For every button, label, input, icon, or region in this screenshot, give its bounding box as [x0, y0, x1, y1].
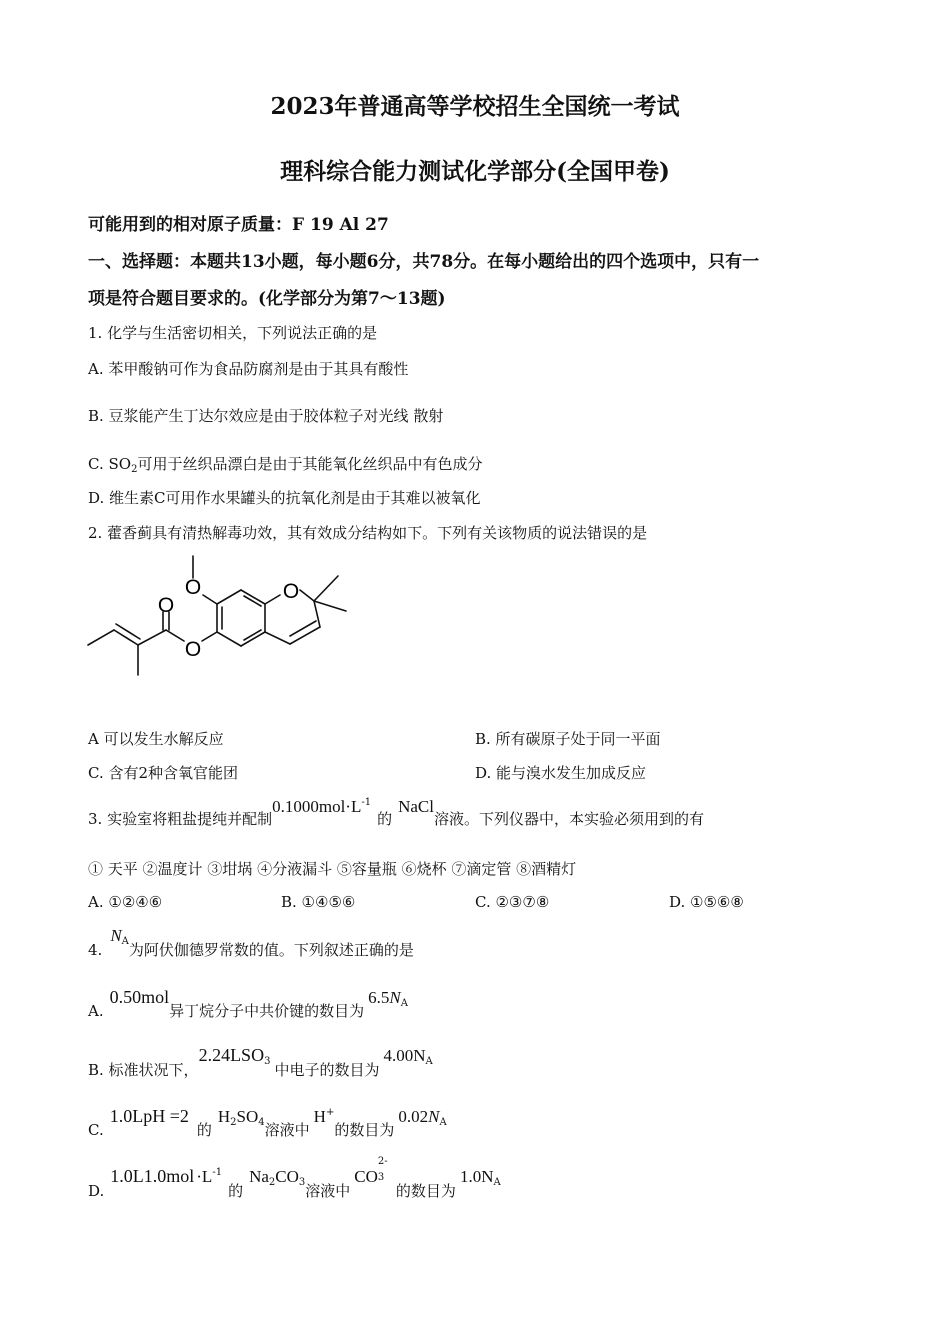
- q4-d-text1: 溶液中: [305, 1182, 351, 1200]
- q4-c-text1: 溶液中: [264, 1121, 310, 1139]
- q2-option-c: C. 含有2种含氧官能团: [88, 764, 239, 782]
- q4-b-amount-subscript: 3: [264, 1056, 271, 1067]
- q4-c-h2so4-h: H: [217, 1107, 231, 1126]
- q4-d-label: D.: [88, 1182, 105, 1200]
- q4-d-amount: 1.0L1.0mol: [110, 1166, 195, 1186]
- q4-c-h2so4-so: SO: [236, 1107, 259, 1126]
- q3-concentration-unit: ·L: [345, 797, 362, 816]
- q4-number: 4.: [88, 941, 103, 959]
- page-subtitle: 理科综合能力测试化学部分(全国甲卷): [280, 158, 670, 185]
- q4-d-na2co3-na: Na: [249, 1167, 269, 1186]
- q4-c-text2: 的数目为: [334, 1121, 395, 1139]
- q4-d-carbonate-scripts: [377, 1156, 396, 1183]
- q4-c-amount: 1.0LpH =2: [109, 1106, 189, 1126]
- q1-c-prefix: C. SO: [88, 455, 132, 473]
- q4-b-label: B. 标准状况下，: [88, 1061, 199, 1079]
- q4-d-value: 1.0N: [459, 1167, 494, 1186]
- q2-option-b: B. 所有碳原子处于同一平面: [475, 730, 661, 748]
- q4-na-symbol: N: [110, 926, 122, 945]
- q1-option-a: A. 苯甲酸钠可作为食品防腐剂是由于其具有酸性: [88, 360, 409, 378]
- q4-d-carbonate-subscript: 3: [377, 1172, 385, 1183]
- q4-a-text: 异丁烷分子中共价键的数目为: [169, 1002, 365, 1020]
- q4-b-subscript: A: [425, 1056, 433, 1067]
- ester-oxygen-label: O: [184, 638, 202, 661]
- q4-d-unit-exponent: -1: [212, 1167, 223, 1178]
- q3-stem-prefix: 3. 实验室将粗盐提纯并配制: [88, 810, 273, 828]
- q4-c-hydrogen: H: [313, 1107, 326, 1126]
- q4-d-subscript: A: [493, 1177, 501, 1188]
- q4-option-b: [88, 1045, 433, 1080]
- section-heading-line2: 项是符合题目要求的。(化学部分为第7～13题): [88, 289, 446, 309]
- q3-concentration: 0.1000mol: [272, 797, 346, 816]
- q1-option-c: [88, 453, 482, 475]
- q4-b-amount: 2.24LSO: [198, 1045, 265, 1065]
- q4-c-h2so4-sub1: 2: [230, 1117, 237, 1128]
- q4-option-c: [88, 1106, 447, 1140]
- q2-stem: 2. 藿香蓟具有清热解毒功效，其有效成分结构如下。下列有关该物质的说法错误的是: [88, 524, 648, 542]
- q4-c-symbol: N: [428, 1107, 440, 1126]
- q4-stem: [88, 926, 414, 960]
- q3-option-a: A. ①②④⑥: [88, 893, 163, 911]
- q4-d-carbonate: CO: [354, 1167, 378, 1186]
- q4-d-de: 的: [228, 1182, 244, 1200]
- q1-option-b: B. 豆浆能产生丁达尔效应是由于胶体粒子对光线 散射: [88, 407, 444, 425]
- section-heading-line1: 一、选择题：本题共13小题，每小题6分，共78分。在每小题给出的四个选项中，只有一: [88, 252, 760, 272]
- q4-d-carbonate-charge: 2-: [377, 1156, 388, 1167]
- q4-b-value: 4.00N: [383, 1046, 426, 1065]
- q4-option-d: [88, 1156, 501, 1201]
- carbonyl-oxygen-label: O: [157, 594, 175, 617]
- q4-a-value: 6.5: [368, 988, 390, 1007]
- q3-stem: [88, 797, 704, 829]
- q3-de: 的: [377, 810, 393, 828]
- q4-c-h2so4-sub2: 4: [258, 1117, 265, 1128]
- atomic-mass-line: 可能用到的相对原子质量：F 19 Al 27: [88, 215, 389, 235]
- q4-a-subscript: A: [400, 998, 408, 1009]
- q4-c-value: 0.02: [398, 1107, 429, 1126]
- ring-oxygen-label: O: [282, 580, 300, 603]
- q4-d-na2co3-sub2: 3: [298, 1177, 306, 1188]
- q4-c-subscript: A: [439, 1117, 447, 1128]
- q1-option-d: D. 维生素C可用作水果罐头的抗氧化剂是由于其难以被氧化: [88, 489, 481, 507]
- q1-stem: 1. 化学与生活密切相关，下列说法正确的是: [88, 324, 378, 342]
- q4-c-de: 的: [196, 1121, 212, 1139]
- q3-nacl: NaCl: [398, 797, 434, 816]
- q4-a-symbol: N: [389, 988, 401, 1007]
- q3-option-d: D. ①⑤⑥⑧: [669, 893, 744, 911]
- q4-d-text2: 的数目为: [395, 1182, 456, 1200]
- molecular-structure: [80, 548, 370, 688]
- q1-c-suffix: 可用于丝织品漂白是由于其能氧化丝织品中有色成分: [137, 455, 483, 473]
- q4-b-text: 中电子的数目为: [274, 1061, 380, 1079]
- q4-a-label: A.: [88, 1002, 104, 1020]
- methoxy-oxygen-label: O: [184, 576, 202, 599]
- q4-c-label: C.: [88, 1121, 104, 1139]
- page-title: 2023年普通高等学校招生全国统一考试: [270, 93, 680, 120]
- q1-c-subscript: 2: [131, 464, 138, 475]
- q4-d-na2co3-sub1: 2: [268, 1177, 276, 1188]
- q4-c-hydrogen-charge: +: [325, 1107, 335, 1118]
- q3-instrument-list: ① 天平 ②温度计 ③坩埚 ④分液漏斗 ⑤容量瓶 ⑥烧杯 ⑦滴定管 ⑧酒精灯: [88, 860, 577, 878]
- q3-option-c: C. ②③⑦⑧: [475, 893, 550, 911]
- q2-option-d: D. 能与溴水发生加成反应: [475, 764, 647, 782]
- q2-option-a: A 可以发生水解反应: [88, 730, 224, 748]
- q4-stem-suffix: 为阿伏伽德罗常数的值。下列叙述正确的是: [128, 941, 414, 959]
- q4-d-unit: ·L: [196, 1167, 213, 1186]
- q3-stem-suffix: 溶液。下列仪器中，本实验必须用到的有: [434, 810, 705, 828]
- q4-na-subscript: A: [121, 936, 129, 947]
- q4-d-na2co3-co: CO: [275, 1167, 299, 1186]
- q4-a-amount: 0.50mol: [109, 987, 170, 1007]
- q3-concentration-exponent: -1: [361, 797, 372, 808]
- q4-option-a: [88, 987, 408, 1021]
- q3-option-b: B. ①④⑤⑥: [281, 893, 356, 911]
